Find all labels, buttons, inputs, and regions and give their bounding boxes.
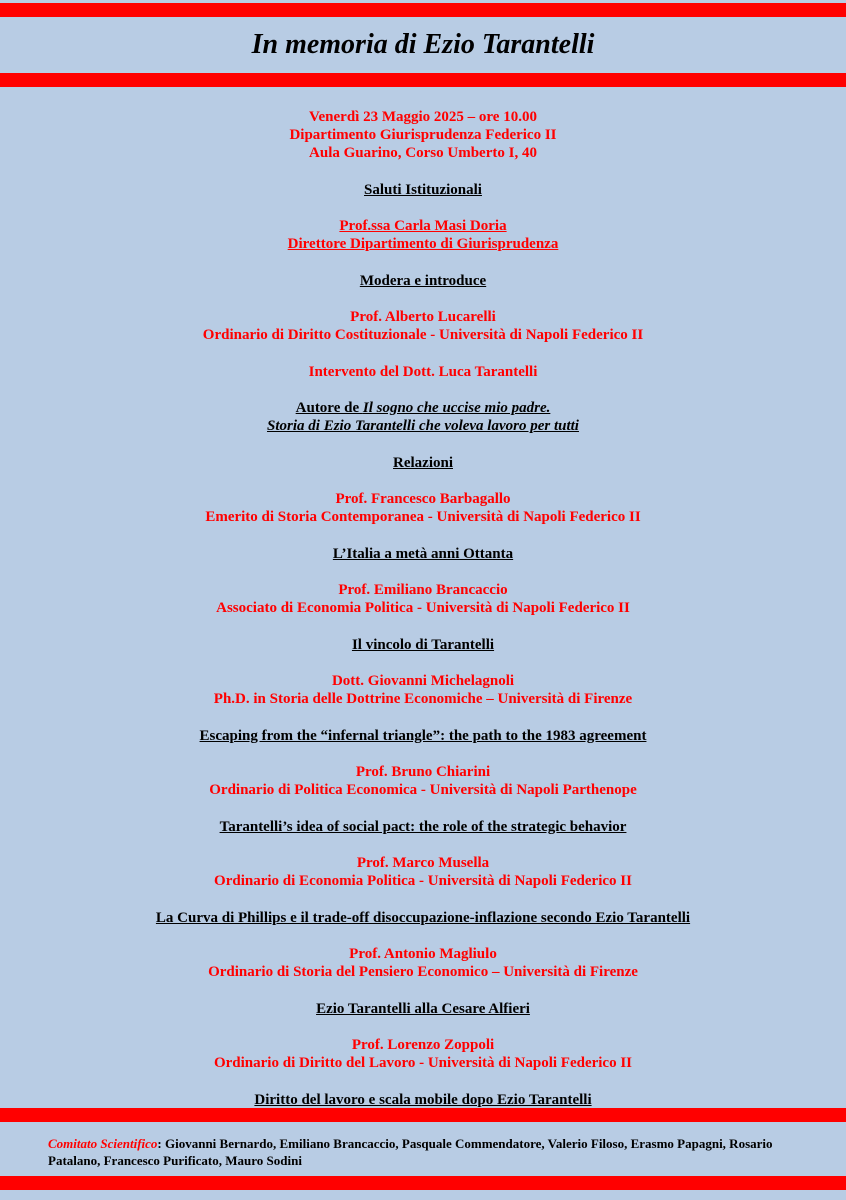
speaker-item <box>0 763 846 854</box>
speaker-topic: Escaping from the “infernal triangle”: the path to the 1983 agreement <box>199 727 647 744</box>
speaker-topic: L’Italia a metà anni Ottanta <box>332 545 514 562</box>
saluti-speaker-role: Direttore Dipartimento di Giurisprudenza <box>287 236 559 253</box>
speaker-role: Ordinario di Politica Economica - Università di Napoli Parthenope <box>209 782 637 799</box>
speaker-topic: Il vincolo di Tarantelli <box>351 636 495 653</box>
footer-red-stripe <box>0 1108 846 1122</box>
speaker-topic: Diritto del lavoro e scala mobile dopo Ezio Tarantelli <box>254 1091 592 1108</box>
bottom-red-stripe <box>0 1176 846 1190</box>
saluti-heading: Saluti Istituzionali <box>364 181 482 198</box>
speaker-name: Prof. Bruno Chiarini <box>355 764 491 781</box>
speaker-role: Ordinario di Economia Politica - Università di Napoli Federico II <box>214 873 632 890</box>
speaker-item <box>0 672 846 763</box>
saluti-speaker-name: Prof.ssa Carla Masi Doria <box>339 218 507 235</box>
autore-book-subtitle: Storia di Ezio Tarantelli che voleva lavoro per tutti <box>267 418 579 435</box>
speaker-item <box>0 490 846 581</box>
speaker-item <box>0 1036 846 1109</box>
speaker-role: Ordinario di Diritto del Lavoro - Università di Napoli Federico II <box>213 1055 633 1072</box>
speaker-name: Dott. Giovanni Michelagnoli <box>331 673 515 690</box>
speaker-topic: Ezio Tarantelli alla Cesare Alfieri <box>316 1000 530 1017</box>
speaker-item <box>0 945 846 1036</box>
relazioni-heading: Relazioni <box>393 454 453 471</box>
program-content <box>0 108 846 1109</box>
committee-members: : Giovanni Bernardo, Emiliano Brancaccio, Pasquale Commendatore, Valerio Filoso, Erasmo Papagni, Rosario Patalano, Francesco Purificato, Mauro Sodini <box>48 1136 773 1168</box>
top-red-stripe <box>0 3 846 17</box>
autore-book-title: Il sogno che uccise mio padre. <box>362 400 551 417</box>
scientific-committee <box>48 1135 808 1169</box>
speaker-name: Prof. Emiliano Brancaccio <box>338 582 508 599</box>
event-date: Venerdì 23 Maggio 2025 – ore 10.00 <box>309 109 537 125</box>
committee-label: Comitato Scientifico <box>48 1136 158 1151</box>
modera-speaker-role: Ordinario di Diritto Costituzionale - Università di Napoli Federico II <box>202 327 644 344</box>
speaker-name: Prof. Antonio Magliulo <box>349 946 497 963</box>
speaker-item <box>0 581 846 672</box>
speaker-name: Prof. Francesco Barbagallo <box>335 491 511 508</box>
speaker-item <box>0 854 846 945</box>
speaker-name: Prof. Marco Musella <box>356 855 490 872</box>
speaker-role: Ordinario di Storia del Pensiero Economico – Università di Firenze <box>208 964 638 981</box>
autore-prefix: Autore de <box>295 400 363 417</box>
modera-heading: Modera e introduce <box>359 272 487 289</box>
event-venue: Aula Guarino, Corso Umberto I, 40 <box>309 145 537 162</box>
intervento-line: Intervento del Dott. Luca Tarantelli <box>308 363 538 380</box>
speaker-role: Associato di Economia Politica - Università di Napoli Federico II <box>216 600 630 617</box>
speaker-topic: Tarantelli’s idea of social pact: the role of the strategic behavior <box>219 818 627 835</box>
speaker-role: Emerito di Storia Contemporanea - Università di Napoli Federico II <box>205 509 641 526</box>
speaker-role: Ph.D. in Storia delle Dottrine Economiche – Università di Firenze <box>213 691 633 708</box>
autore-line <box>0 399 846 417</box>
title-red-stripe <box>0 73 846 87</box>
event-department: Dipartimento Giurisprudenza Federico II <box>289 127 557 144</box>
speaker-name: Prof. Lorenzo Zoppoli <box>351 1037 495 1054</box>
page-title: In memoria di Ezio Tarantelli <box>251 29 595 60</box>
speaker-topic: La Curva di Phillips e il trade-off disoccupazione-inflazione secondo Ezio Tarantelli <box>155 909 691 926</box>
modera-speaker-name: Prof. Alberto Lucarelli <box>350 309 496 326</box>
